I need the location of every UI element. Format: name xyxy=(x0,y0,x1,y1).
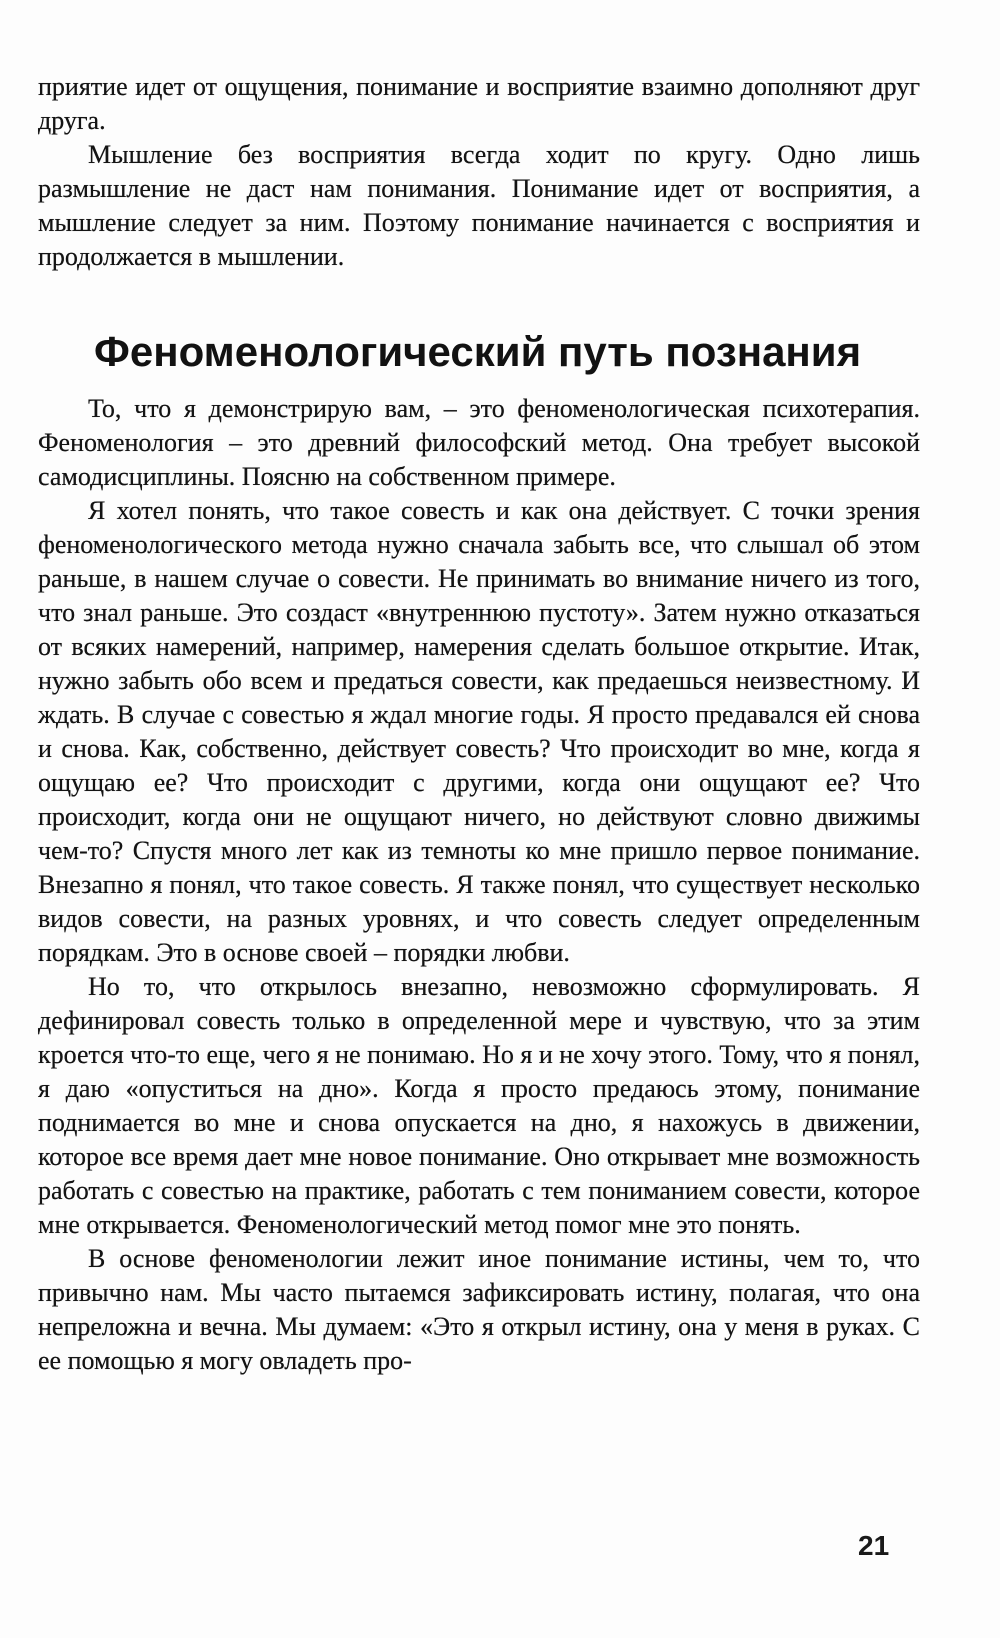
section-heading: Феноменологический путь познания xyxy=(94,328,862,375)
paragraph: Мышление без восприятия всегда ходит по кругу. Одно лишь размышление не даст нам понимания. Понимание идет от восприятия, а мышление следует за ним. Поэтому понимание начинается с восприятия и продолжается в мышлении. xyxy=(38,140,920,271)
paragraph: приятие идет от ощущения, понимание и восприятие взаимно дополняют друг друга. xyxy=(38,72,920,135)
paragraph: То, что я демонстрирую вам, – это феноменологическая психотерапия. Феноменология – это древний философский метод. Она требует высокой самодисциплины. Поясню на собственном примере. xyxy=(38,394,920,491)
page-number: 21 xyxy=(858,1530,890,1561)
intro-text xyxy=(38,70,920,274)
paragraph: Я хотел понять, что такое совесть и как она действует. С точки зрения феноменологического метода нужно сначала забыть все, что слышал об этом раньше, в нашем случае о совести. Не принимать во внимание ничего из того, что знал раньше. Это создаст «внутреннюю пустоту». Затем нужно отказаться от всяких намерений, например, намерения сделать большое открытие. Итак, нужно забыть обо всем и предаться совести, как предаешься неизвестному. И ждать. В случае с совестью я ждал многие годы. Я просто предавался ей снова и снова. Как, собственно, действует совесть? Что происходит во мне, когда я ощущаю ее? Что происходит с другими, когда они ощущают ее? Что происходит, когда они не ощущают ничего, но действуют словно движимы чем-то? Спустя много лет как из темноты ко мне пришло первое понимание. Внезапно я понял, что такое совесть. Я также понял, что существует несколько видов совести, на разных уровнях, и что совесть следует определенным порядкам. Это в основе своей – порядки любви. xyxy=(38,496,920,967)
paragraph: Но то, что открылось внезапно, невозможно сформулировать. Я дефинировал совесть только в определенной мере и чувствую, что за этим кроется что-то еще, чего я не понимаю. Но я и не хочу этого. Тому, что я понял, я даю «опуститься на дно». Когда я просто предаюсь этому, понимание поднимается во мне и снова опускается на дно, я нахожусь в движении, которое все время дает мне новое понимание. Оно открывает мне возможность работать с совестью на практике, работать с тем пониманием совести, которое мне открывается. Феноменологический метод помог мне это понять. xyxy=(38,972,920,1239)
paragraph: В основе феноменологии лежит иное понимание истины, чем то, что привычно нам. Мы часто пытаемся зафиксировать истину, полагая, что она непреложна и вечна. Мы думаем: «Это я открыл истину, она у меня в руках. С ее помощью я могу овладеть про- xyxy=(38,1244,920,1375)
section-body xyxy=(38,392,920,1378)
